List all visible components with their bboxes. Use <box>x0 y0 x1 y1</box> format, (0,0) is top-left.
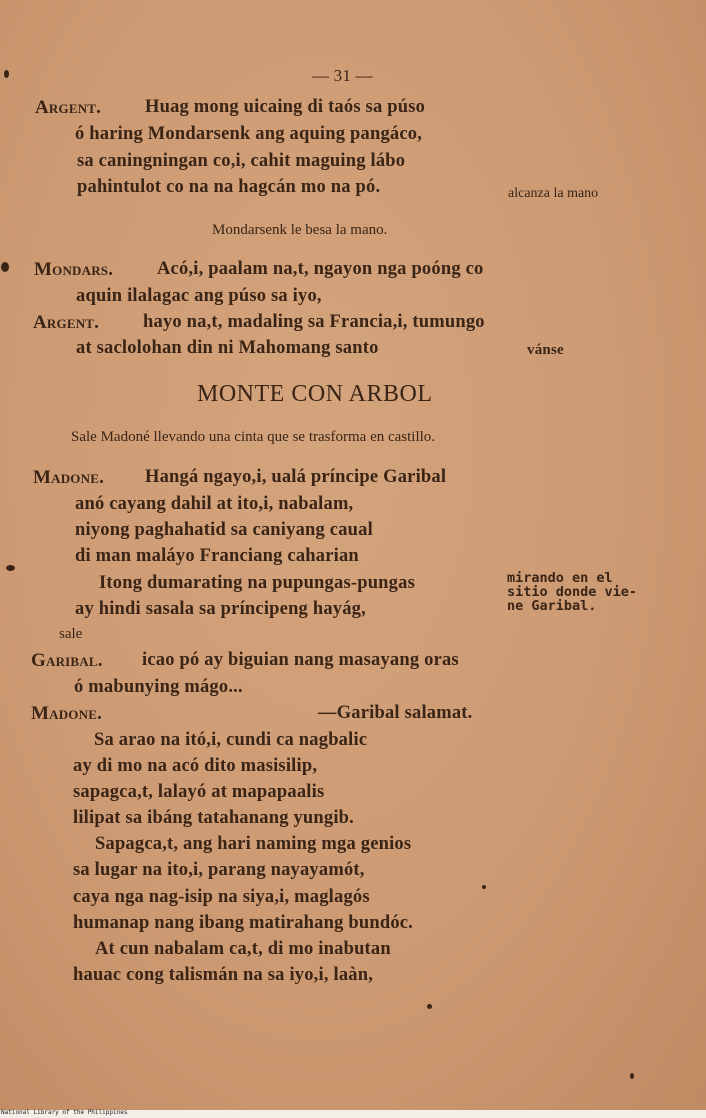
verse-line: humanap nang ibang matirahang bundóc. <box>73 913 414 933</box>
stage-direction: Sale Madoné llevando una cinta que se trasforma en castillo. <box>71 429 436 445</box>
verse-line: Acó,i, paalam na,t, ngayon nga poóng co <box>157 259 484 279</box>
verse-line: sapagca,t, lalayó at mapapaalis <box>73 782 325 802</box>
ink-speck <box>1 262 9 272</box>
verse-line: At cun nabalam ca,t, di mo inabutan <box>95 939 391 959</box>
verse-line: pahintulot co na na hagcán mo na pó. <box>77 177 381 197</box>
verse-line: ay hindi sasala sa príncipeng hayág, <box>75 599 366 619</box>
speaker-name: Madone. <box>31 703 103 724</box>
verse-line: anó cayang dahil at ito,i, nabalam, <box>75 494 354 514</box>
verse-line: Itong dumarating na pupungas-pungas <box>99 573 415 593</box>
verse-line: di man maláyo Franciang caharian <box>75 546 359 566</box>
verse-line: Huag mong uicaing di taós sa púso <box>145 97 426 117</box>
stage-direction-margin: sitio donde vie- <box>507 584 638 600</box>
verse-line: aquin ilalagac ang púso sa iyo, <box>76 286 322 306</box>
ink-speck <box>482 885 486 889</box>
speaker-name: Argent. <box>33 312 100 333</box>
stage-direction: sale <box>59 626 83 642</box>
speaker-name: Madone. <box>33 467 105 488</box>
verse-line: —Garibal salamat. <box>318 703 473 723</box>
verse-line: at saclolohan din ni Mahomang santo <box>76 338 379 358</box>
ink-speck <box>427 1004 432 1009</box>
verse-line: ay di mo na acó dito masisilip, <box>73 756 318 776</box>
stage-direction-margin: ne Garibal. <box>507 598 597 614</box>
page-number: — 31 — <box>312 66 373 85</box>
ink-speck <box>630 1073 634 1079</box>
stage-direction-margin: vánse <box>527 342 564 358</box>
footer-strip <box>0 1110 706 1118</box>
speaker-name: Argent. <box>35 97 102 118</box>
verse-line: hauac cong talismán na sa iyo,i, laàn, <box>73 965 374 985</box>
verse-line: ó haring Mondarsenk ang aquing pangáco, <box>75 124 423 144</box>
verse-line: icao pó ay biguian nang masayang oras <box>142 650 459 670</box>
verse-line: niyong paghahatid sa caniyang caual <box>75 520 373 540</box>
speaker-name: Garibal. <box>31 650 103 671</box>
speaker-name: Mondars. <box>34 259 114 280</box>
verse-line: caya nga nag-isip na siya,i, maglagós <box>73 887 370 907</box>
verse-line: Sapagca,t, ang hari naming mga genios <box>95 834 412 854</box>
stage-direction-margin: mirando en el <box>507 570 613 586</box>
verse-line: sa lugar na ito,i, parang nayayamót, <box>73 860 365 880</box>
verse-line: Hangá ngayo,i, ualá príncipe Garibal <box>145 467 447 487</box>
ink-speck <box>6 565 15 571</box>
ink-speck <box>4 70 9 78</box>
verse-line: sa caningningan co,i, cahit maguing lábo <box>77 151 406 171</box>
verse-line: Sa arao na itó,i, cundi ca nagbalic <box>94 730 368 750</box>
scene-heading: MONTE CON ARBOL <box>197 381 433 407</box>
verse-line: hayo na,t, madaling sa Francia,i, tumungo <box>143 312 485 332</box>
stage-direction: Mondarsenk le besa la mano. <box>212 222 388 238</box>
verse-line: ó mabunying mágo... <box>74 677 243 697</box>
verse-line: lilipat sa ibáng tatahanang yungib. <box>73 808 354 828</box>
stage-direction-margin: alcanza la mano <box>508 186 599 201</box>
footer-credit: National Library of the Philippines <box>1 1109 128 1116</box>
